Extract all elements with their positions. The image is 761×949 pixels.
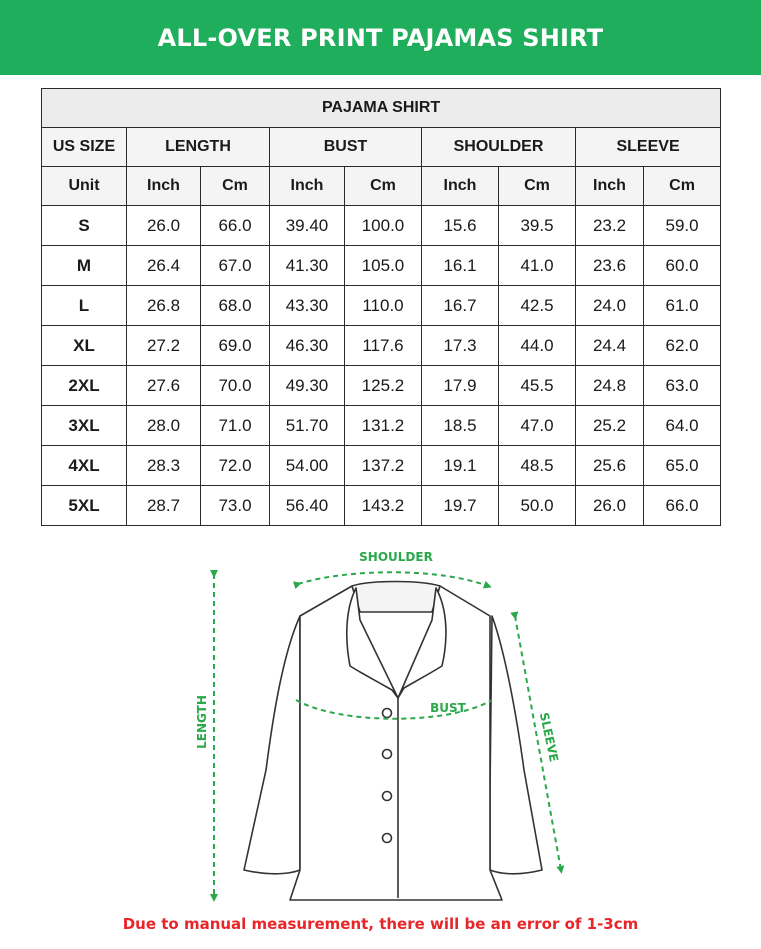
table-cell: 24.0 — [576, 286, 644, 326]
table-cell: 19.1 — [422, 446, 499, 486]
unit-header: Cm — [201, 167, 270, 206]
size-label: 5XL — [42, 486, 127, 526]
table-cell: 49.30 — [270, 366, 345, 406]
table-cell: 59.0 — [644, 206, 721, 246]
table-cell: 71.0 — [201, 406, 270, 446]
table-cell: 28.0 — [127, 406, 201, 446]
table-cell: 131.2 — [345, 406, 422, 446]
table-cell: 19.7 — [422, 486, 499, 526]
bust-label: BUST — [430, 701, 466, 715]
table-cell: 41.30 — [270, 246, 345, 286]
table-cell: 26.4 — [127, 246, 201, 286]
group-header-sleeve: SLEEVE — [576, 128, 721, 167]
table-cell: 73.0 — [201, 486, 270, 526]
table-row — [42, 366, 721, 406]
size-label: S — [42, 206, 127, 246]
table-cell: 69.0 — [201, 326, 270, 366]
table-cell: 117.6 — [345, 326, 422, 366]
table-cell: 48.5 — [499, 446, 576, 486]
button-icon — [383, 834, 392, 843]
table-cell: 60.0 — [644, 246, 721, 286]
table-row — [42, 246, 721, 286]
table-cell: 27.2 — [127, 326, 201, 366]
group-header-length: LENGTH — [127, 128, 270, 167]
table-cell: 39.40 — [270, 206, 345, 246]
table-cell: 16.7 — [422, 286, 499, 326]
table-cell: 67.0 — [201, 246, 270, 286]
table-cell: 41.0 — [499, 246, 576, 286]
table-cell: 28.7 — [127, 486, 201, 526]
table-row — [42, 326, 721, 366]
table-cell: 44.0 — [499, 326, 576, 366]
table-cell: 50.0 — [499, 486, 576, 526]
table-cell: 125.2 — [345, 366, 422, 406]
group-header-shoulder: SHOULDER — [422, 128, 576, 167]
unit-header: Cm — [345, 167, 422, 206]
table-row — [42, 406, 721, 446]
unit-header: Inch — [270, 167, 345, 206]
unit-header: Cm — [499, 167, 576, 206]
table-cell: 25.2 — [576, 406, 644, 446]
table-cell: 68.0 — [201, 286, 270, 326]
table-cell: 105.0 — [345, 246, 422, 286]
table-cell: 25.6 — [576, 446, 644, 486]
table-cell: 137.2 — [345, 446, 422, 486]
size-label: L — [42, 286, 127, 326]
size-label: 3XL — [42, 406, 127, 446]
table-cell: 51.70 — [270, 406, 345, 446]
table-cell: 62.0 — [644, 326, 721, 366]
table-cell: 64.0 — [644, 406, 721, 446]
table-cell: 66.0 — [644, 486, 721, 526]
button-icon — [383, 792, 392, 801]
table-row — [42, 286, 721, 326]
measurement-note: Due to manual measurement, there will be an error of 1-3cm — [122, 915, 639, 933]
table-cell: 61.0 — [644, 286, 721, 326]
shirt-measurement-diagram — [0, 540, 761, 910]
table-cell: 100.0 — [345, 206, 422, 246]
table-cell: 110.0 — [345, 286, 422, 326]
table-cell: 46.30 — [270, 326, 345, 366]
table-cell: 26.0 — [127, 206, 201, 246]
button-icon — [383, 709, 392, 718]
unit-header: Inch — [127, 167, 201, 206]
unit-label: Unit — [42, 167, 127, 206]
size-column-header: US SIZE — [42, 128, 127, 167]
table-cell: 24.4 — [576, 326, 644, 366]
group-header-bust: BUST — [270, 128, 422, 167]
size-label: 4XL — [42, 446, 127, 486]
table-cell: 47.0 — [499, 406, 576, 446]
table-cell: 18.5 — [422, 406, 499, 446]
table-cell: 24.8 — [576, 366, 644, 406]
table-cell: 39.5 — [499, 206, 576, 246]
table-cell: 143.2 — [345, 486, 422, 526]
table-cell: 17.9 — [422, 366, 499, 406]
shoulder-label: SHOULDER — [359, 550, 433, 564]
table-caption: PAJAMA SHIRT — [42, 89, 721, 128]
table-cell: 42.5 — [499, 286, 576, 326]
size-label: XL — [42, 326, 127, 366]
table-cell: 17.3 — [422, 326, 499, 366]
header-bar — [0, 0, 761, 75]
table-cell: 26.8 — [127, 286, 201, 326]
table-cell: 45.5 — [499, 366, 576, 406]
unit-header: Cm — [644, 167, 721, 206]
size-label: M — [42, 246, 127, 286]
shirt-outline-icon — [244, 582, 542, 901]
table-cell: 63.0 — [644, 366, 721, 406]
length-label: LENGTH — [195, 695, 209, 749]
table-body — [42, 206, 721, 526]
table-cell: 23.6 — [576, 246, 644, 286]
button-icon — [383, 750, 392, 759]
table-row — [42, 486, 721, 526]
unit-header: Inch — [576, 167, 644, 206]
table-cell: 26.0 — [576, 486, 644, 526]
table-cell: 56.40 — [270, 486, 345, 526]
table-cell: 28.3 — [127, 446, 201, 486]
table-cell: 65.0 — [644, 446, 721, 486]
sleeve-label: SLEEVE — [536, 711, 561, 764]
unit-header: Inch — [422, 167, 499, 206]
table-cell: 72.0 — [201, 446, 270, 486]
table-row — [42, 446, 721, 486]
size-label: 2XL — [42, 366, 127, 406]
page-title: ALL-OVER PRINT PAJAMAS SHIRT — [157, 23, 604, 52]
table-cell: 54.00 — [270, 446, 345, 486]
table-cell: 16.1 — [422, 246, 499, 286]
table-cell: 27.6 — [127, 366, 201, 406]
table-cell: 15.6 — [422, 206, 499, 246]
size-table — [41, 88, 721, 526]
table-row — [42, 206, 721, 246]
table-cell: 70.0 — [201, 366, 270, 406]
table-cell: 23.2 — [576, 206, 644, 246]
table-cell: 43.30 — [270, 286, 345, 326]
table-cell: 66.0 — [201, 206, 270, 246]
